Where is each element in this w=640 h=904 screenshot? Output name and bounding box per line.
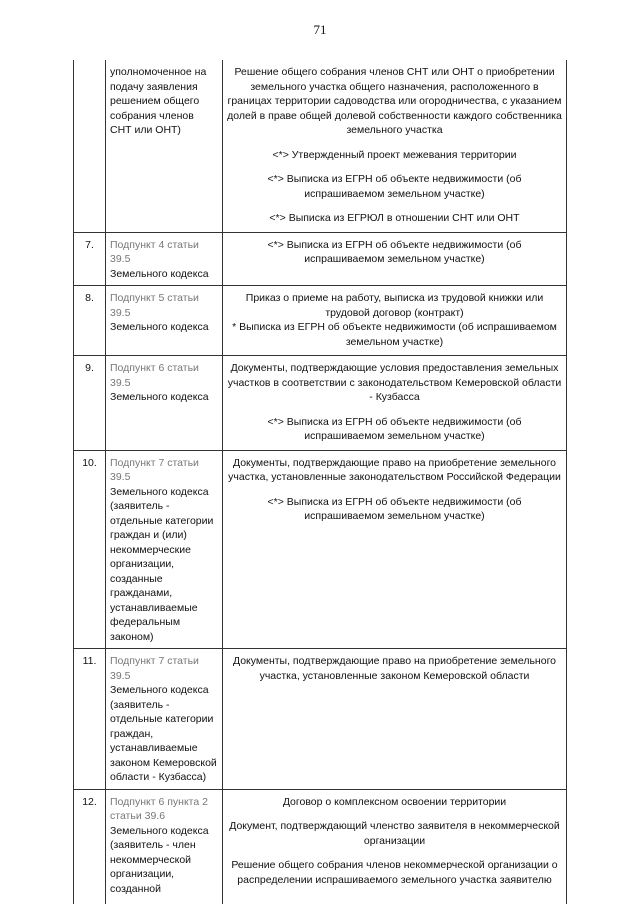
required-documents (223, 60, 567, 232)
legal-basis-text: уполномоченное на подачу заявления решением общего собрания членов СНТ или ОНТ) (110, 66, 207, 136)
table-row (74, 286, 567, 356)
legal-basis-text: Земельного кодекса (заявитель - член некоммерческой организации, созданной (110, 824, 209, 895)
row-number (74, 60, 106, 232)
legal-basis (106, 789, 223, 904)
required-documents (223, 356, 567, 451)
legal-basis-text: Земельного кодекса (заявитель - отдельные категории граждан, устанавливаемые законом Кемеровской области - Кузбасса) (110, 684, 217, 783)
document-item: <*> Выписка из ЕГРН об объекте недвижимости (об испрашиваемом земельном участке) (267, 495, 522, 522)
documents-table (73, 60, 567, 904)
row-number: 11. (74, 649, 106, 790)
legal-basis (106, 232, 223, 286)
required-documents (223, 286, 567, 356)
document-item: Приказ о приеме на работу, выписка из трудовой книжки или трудовой договор (контракт) (245, 292, 544, 319)
legal-basis (106, 450, 223, 649)
document-item: * Выписка из ЕГРН об объекте недвижимости (об испрашиваемом земельном участке) (232, 321, 557, 348)
table-row (74, 649, 567, 790)
required-documents (223, 450, 567, 649)
document-item: <*> Выписка из ЕГРН об объекте недвижимости (об испрашиваемом земельном участке) (267, 238, 522, 265)
legal-basis-article: Подпункт 6 пункта 2 статьи 39.6 (110, 795, 208, 822)
legal-basis-article: Подпункт 5 статьи 39.5 (110, 292, 199, 319)
legal-basis-text: Земельного кодекса (заявитель - отдельные категории граждан и (или) некоммерческие организации, созданные гражданами, устанавливаемые федеральным законом) (110, 485, 214, 643)
document-item: Документы, подтверждающие условия предоставления земельных участков в соответствии с законодательством Кемеровской области - Кузбасса (227, 362, 562, 403)
row-number: 12. (74, 789, 106, 904)
required-documents (223, 789, 567, 904)
document-item: Документы, подтверждающие право на приобретение земельного участка, установленные законодательством Российской Федерации (228, 456, 561, 483)
legal-basis-article: Подпункт 6 статьи 39.5 (110, 362, 199, 389)
row-number: 7. (74, 232, 106, 286)
table-row (74, 789, 567, 904)
row-number: 10. (74, 450, 106, 649)
document-item: <*> Выписка из ЕГРН об объекте недвижимости (об испрашиваемом земельном участке) (267, 415, 522, 442)
legal-basis (106, 649, 223, 790)
document-item: Документы, подтверждающие право на приобретение земельного участка, установленные законом Кемеровской области (232, 655, 557, 682)
document-item: Документ, подтверждающий членство заявителя в некоммерческой организации (229, 820, 560, 847)
table-row (74, 450, 567, 649)
legal-basis-text: Земельного кодекса (110, 267, 209, 280)
legal-basis (106, 286, 223, 356)
row-number: 9. (74, 356, 106, 451)
document-item: Договор о комплексном освоении территории (282, 795, 507, 808)
legal-basis (106, 60, 223, 232)
table-row (74, 232, 567, 286)
document-item: <*> Утвержденный проект межевания территории (272, 148, 517, 161)
page-number: 71 (313, 22, 327, 37)
document-item: <*> Выписка из ЕГРЮЛ в отношении СНТ или ОНТ (269, 212, 520, 224)
legal-basis-text: Земельного кодекса (110, 391, 209, 403)
row-number: 8. (74, 286, 106, 356)
document-item: Решение общего собрания членов СНТ или ОНТ о приобретении земельного участка общего назначения, расположенного в границах территории садоводства или огородничества, с указанием долей в праве общей долевой собственности каждого собственника земельного участка (227, 66, 562, 136)
required-documents (223, 232, 567, 286)
table-row (74, 60, 567, 232)
required-documents (223, 649, 567, 790)
legal-basis (106, 356, 223, 451)
document-item: <*> Выписка из ЕГРН об объекте недвижимости (об испрашиваемом земельном участке) (267, 173, 522, 200)
legal-basis-text: Земельного кодекса (110, 321, 209, 333)
legal-basis-article: Подпункт 4 статьи 39.5 (110, 238, 199, 265)
legal-basis-article: Подпункт 7 статьи 39.5 (110, 456, 199, 483)
document-item: Решение общего собрания членов некоммерческой организации о распределении испрашиваемого земельного участка заявителю (231, 859, 558, 886)
legal-basis-article: Подпункт 7 статьи 39.5 (110, 655, 199, 682)
table-row (74, 356, 567, 451)
